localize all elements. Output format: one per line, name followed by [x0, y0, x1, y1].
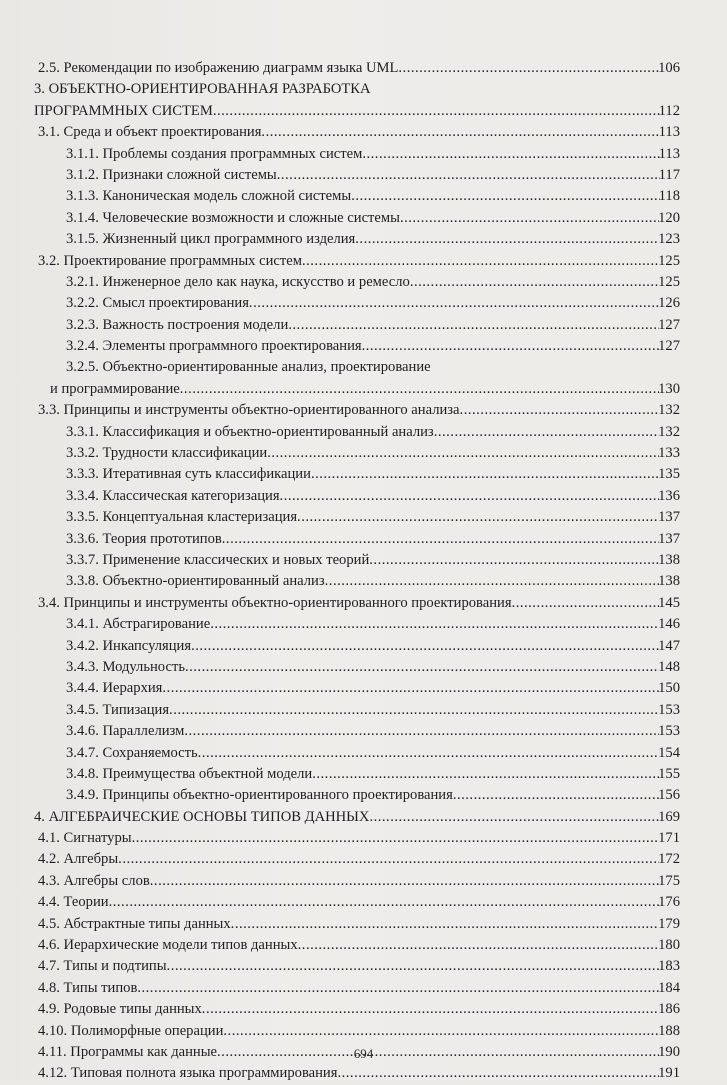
toc-entry: [32, 229, 680, 250]
toc-entry-title: 3.3.6. Теория прототипов .....: [66, 531, 659, 548]
toc-entry: [32, 1021, 680, 1042]
toc-entry-page: 156: [658, 787, 680, 804]
toc-entry: [32, 678, 680, 699]
toc-entry-page: 132: [658, 402, 680, 419]
toc-entry: [32, 79, 680, 100]
toc-entry-page: 153: [658, 701, 680, 718]
toc-entry-title: 4.5. Абстрактные типы данных .....: [38, 916, 659, 933]
toc-entry: [32, 550, 680, 571]
toc-entry-title: 3.2. Проектирование программных систем .....: [38, 253, 659, 270]
toc-entry: [32, 101, 680, 122]
toc-entry-page: 188: [658, 1022, 680, 1039]
toc-entry-title: 3.1.1. Проблемы создания программных систем .....: [66, 146, 660, 163]
toc-entry-page: 154: [658, 744, 680, 761]
toc-entry-title: 3. ОБЪЕКТНО-ОРИЕНТИРОВАННАЯ РАЗРАБОТКА: [34, 81, 371, 98]
toc-entry-page: 180: [658, 937, 680, 954]
toc-entry-page: 130: [658, 380, 680, 397]
toc-entry-title: 3.1.4. Человеческие возможности и сложные системы .....: [66, 210, 659, 227]
toc-entry-page: 127: [658, 316, 680, 333]
toc-entry-page: 118: [658, 188, 680, 205]
toc-entry-title: 3.3.2. Трудности классификации .....: [66, 445, 659, 462]
toc-entry: [32, 999, 680, 1020]
toc-entry-title: 4.4. Теории .....: [38, 894, 659, 911]
toc-entry-page: 146: [658, 616, 680, 633]
page-number: 694: [353, 1046, 374, 1061]
toc-entry-page: 150: [658, 680, 680, 697]
toc-entry-page: 126: [658, 295, 680, 312]
toc-entry-title: 3.4.8. Преимущества объектной модели .....: [66, 766, 659, 783]
toc-entry-page: 148: [658, 658, 680, 675]
toc-entry-title: 4. АЛГЕБРАИЧЕСКИЕ ОСНОВЫ ТИПОВ ДАННЫХ .....: [34, 809, 659, 826]
toc-entry-page: 155: [658, 765, 680, 782]
toc-entry: [32, 443, 680, 464]
toc-entry-title: 3.3.4. Классическая категоризация .....: [66, 488, 659, 505]
toc-entry: [32, 507, 680, 528]
toc-entry-title: 4.11. Программы как данные .....: [38, 1044, 659, 1061]
toc-entry-page: 120: [658, 209, 680, 226]
toc-entry: [32, 636, 680, 657]
toc-entry-title: 3.4. Принципы и инструменты объектно-ориентированного проектирования .....: [38, 595, 659, 612]
toc-entry-page: 138: [658, 551, 680, 568]
toc-entry-title: 4.8. Типы типов .....: [38, 980, 659, 997]
toc-entry-page: 137: [658, 530, 680, 547]
toc-entry-title: 4.6. Иерархические модели типов данных .....: [38, 937, 659, 954]
toc-entry-page: 127: [658, 338, 680, 355]
toc-entry-page: 112: [658, 102, 680, 119]
toc-entry-title: 4.2. Алгебры .....: [38, 851, 659, 868]
toc-entry-title: 3.4.6. Параллелизм .....: [66, 723, 659, 740]
toc-entry: [32, 914, 680, 935]
toc-entry-title: 3.4.5. Типизация .....: [66, 702, 659, 719]
toc-entry-title: 3.4.4. Иерархия .....: [66, 680, 659, 697]
toc-entry-title: 4.10. Полиморфные операции .....: [38, 1023, 659, 1040]
toc-entry: [32, 892, 680, 913]
toc-entry-title: 3.1.3. Каноническая модель сложной системы .....: [66, 188, 660, 205]
toc-entry-title: ПРОГРАММНЫХ СИСТЕМ .....: [34, 103, 660, 120]
toc-entry: [32, 422, 680, 443]
toc-entry-title: 3.4.7. Сохраняемость .....: [66, 745, 659, 762]
toc-entry-page: 137: [658, 509, 680, 526]
toc-entry: [32, 529, 680, 550]
toc-entry-title: 3.1.2. Признаки сложной системы .....: [66, 167, 660, 184]
toc-entry: [32, 122, 680, 143]
toc-entry-title: 3.3.7. Применение классических и новых теорий .....: [66, 552, 659, 569]
toc-entry: [32, 614, 680, 635]
toc-entry-page: 125: [658, 252, 680, 269]
toc-entry-page: 135: [658, 466, 680, 483]
toc-entry-page: 183: [658, 958, 680, 975]
toc-entry-title: 3.2.1. Инженерное дело как наука, искусство и ремесло .....: [66, 274, 659, 291]
toc-entry-page: 190: [658, 1043, 680, 1060]
toc-entry: [32, 593, 680, 614]
toc-entry: [32, 935, 680, 956]
toc-entry: [32, 849, 680, 870]
toc-entry: [32, 764, 680, 785]
toc-entry-title: 3.4.2. Инкапсуляция .....: [66, 638, 659, 655]
toc-entry: [32, 571, 680, 592]
toc-entry-page: 176: [658, 894, 680, 911]
toc-entry-title: 3.3.5. Концептуальная кластеризация .....: [66, 509, 659, 526]
toc-entry: [32, 956, 680, 977]
toc-entry-title: и программирование .....: [50, 381, 659, 398]
toc-entry: [32, 400, 680, 421]
toc-entry: [32, 208, 680, 229]
toc-entry: [32, 743, 680, 764]
toc-entry-page: 138: [658, 573, 680, 590]
toc-entry-title: 3.3. Принципы и инструменты объектно-ориентированного анализа .....: [38, 402, 659, 419]
toc-entry-page: 113: [658, 145, 680, 162]
toc-entry-title: 4.1. Сигнатуры .....: [38, 830, 659, 847]
toc-entry: [32, 315, 680, 336]
toc-entry-page: 147: [658, 637, 680, 654]
toc-entry-page: 123: [658, 231, 680, 248]
toc-entry-title: 4.7. Типы и подтипы .....: [38, 958, 659, 975]
toc-entry-title: 4.12. Типовая полнота языка программирования .....: [38, 1065, 659, 1082]
toc-entry-title: 3.1.5. Жизненный цикл программного изделия .....: [66, 231, 659, 248]
toc-entry-title: 2.5. Рекомендации по изображению диаграмм языка UML .....: [38, 60, 659, 77]
toc-entry-title: 3.3.3. Итеративная суть классификации .....: [66, 466, 659, 483]
toc-entry: [32, 186, 680, 207]
toc-entry-page: 136: [658, 487, 680, 504]
toc-entry-title: 3.2.4. Элементы программного проектирования .....: [66, 338, 659, 355]
toc-entry-page: 172: [658, 851, 680, 868]
toc-entry-page: 191: [658, 1065, 680, 1082]
toc-entry: [32, 978, 680, 999]
toc-entry-page: 133: [658, 445, 680, 462]
table-of-contents: [32, 58, 680, 1085]
toc-entry-page: 171: [658, 830, 680, 847]
toc-entry-page: 153: [658, 723, 680, 740]
toc-entry-page: 179: [658, 915, 680, 932]
toc-entry-title: 3.2.5. Объектно-ориентированные анализ, проектирование: [66, 359, 431, 376]
toc-entry-page: 106: [658, 60, 680, 76]
toc-entry: [32, 807, 680, 828]
toc-entry-title: 3.2.2. Смысл проектирования .....: [66, 295, 659, 312]
toc-entry-title: 4.9. Родовые типы данных .....: [38, 1001, 659, 1018]
toc-entry: [32, 293, 680, 314]
toc-entry-title: 3.3.1. Классификация и объектно-ориентированный анализ .....: [66, 424, 659, 441]
toc-entry-title: 3.2.3. Важность построения модели .....: [66, 317, 659, 334]
toc-entry: [32, 379, 680, 400]
toc-entry: [32, 828, 680, 849]
toc-entry: [32, 1063, 680, 1084]
toc-entry-page: 175: [658, 872, 680, 889]
toc-entry: [32, 700, 680, 721]
toc-entry-title: 3.3.8. Объектно-ориентированный анализ .....: [66, 573, 659, 590]
toc-entry: [32, 144, 680, 165]
toc-entry-page: 186: [658, 1001, 680, 1018]
toc-entry-title: 4.3. Алгебры слов .....: [38, 873, 659, 890]
toc-entry-page: 113: [658, 124, 680, 141]
toc-entry: [32, 785, 680, 806]
toc-entry-page: 184: [658, 979, 680, 996]
toc-entry: [32, 721, 680, 742]
toc-entry-page: 145: [658, 594, 680, 611]
toc-entry-title: 3.4.9. Принципы объектно-ориентированного проектирования .....: [66, 787, 659, 804]
toc-entry-page: 169: [658, 808, 680, 825]
toc-entry-title: 3.4.1. Абстрагирование .....: [66, 616, 659, 633]
toc-entry: [32, 871, 680, 892]
toc-entry-page: 117: [658, 166, 680, 183]
toc-entry-title: 3.1. Среда и объект проектирования .....: [38, 124, 660, 141]
toc-entry-page: 125: [658, 273, 680, 290]
toc-entry: [32, 251, 680, 272]
toc-entry: [32, 464, 680, 485]
toc-entry: [32, 165, 680, 186]
toc-entry: [32, 336, 680, 357]
toc-entry: [32, 486, 680, 507]
toc-entry: [32, 657, 680, 678]
toc-entry: [32, 357, 680, 378]
toc-entry: [32, 58, 680, 79]
toc-entry-page: 132: [658, 423, 680, 440]
toc-entry-title: 3.4.3. Модульность .....: [66, 659, 659, 676]
toc-entry: [32, 272, 680, 293]
